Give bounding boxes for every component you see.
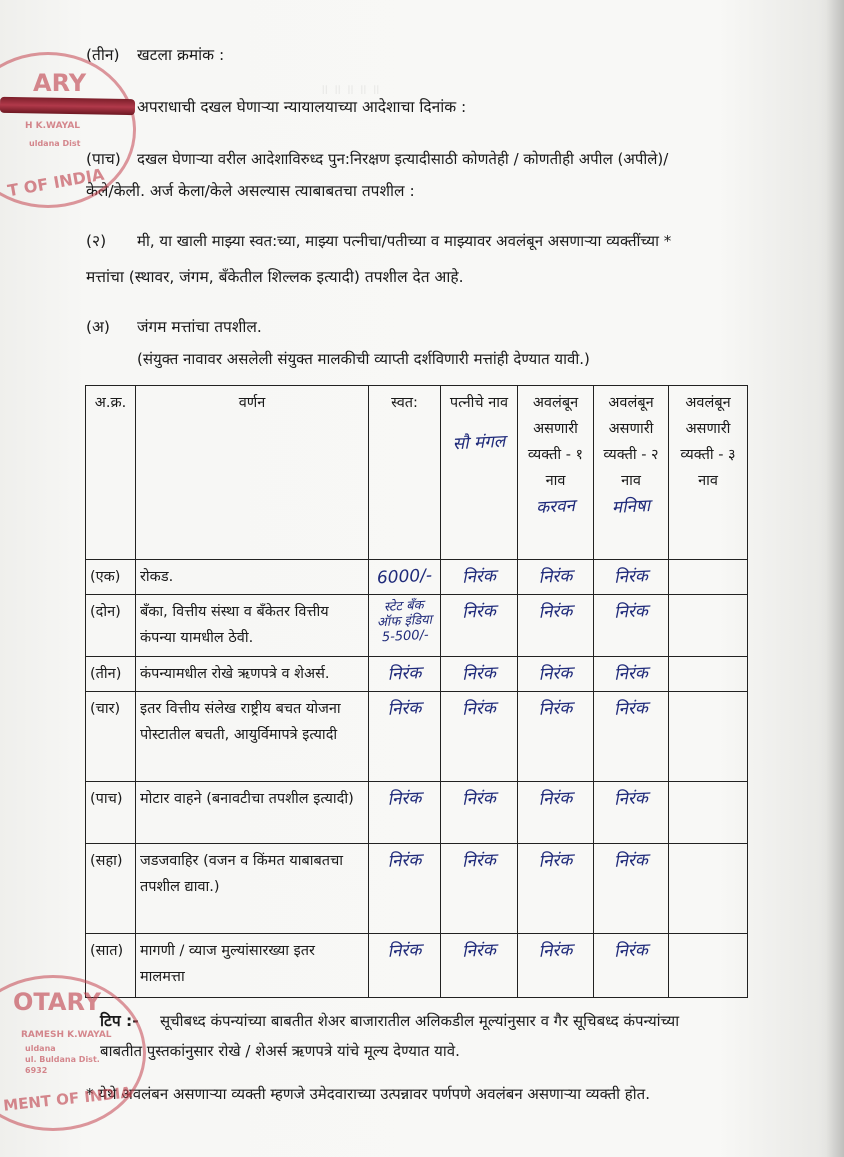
- row-2-dependent-2-value: निरंक: [613, 601, 649, 623]
- notary-stamp-bottom: [0, 975, 146, 1131]
- row-1-dependent-2-value: निरंक: [613, 566, 649, 588]
- row-2-spouse: [441, 595, 518, 657]
- stamp-top-place: uldana Dist: [29, 139, 81, 148]
- header-dependent-2: [594, 386, 669, 560]
- row-5-dependent-1: [518, 782, 594, 844]
- row-1-dependent-2: [594, 560, 669, 595]
- row-3-self-value: निरंक: [387, 663, 422, 685]
- footnote-line-1: सूचीबध्द कंपन्यांच्या बाबतीत शेअर बाजारातील अलिकडील मूल्यांनुसार व गैर सूचिबध्द कंपन्यांच्या: [160, 1012, 680, 1030]
- row-1-dependent-3: [669, 560, 748, 595]
- table-row: [86, 595, 748, 657]
- row-6-dependent-2: [594, 844, 669, 934]
- section-2-number: (२): [86, 232, 107, 250]
- header-spouse-label: पत्नीचे नाव: [449, 395, 509, 411]
- row-3-sr: (तीन): [86, 657, 136, 692]
- stamp-top-name: H K.WAYAL: [25, 121, 81, 131]
- header-dependent-1-label: अवलंबून असणारी व्यक्ती - १ नाव: [527, 395, 584, 489]
- row-5-self: [369, 782, 441, 844]
- row-2-sr: (दोन): [86, 595, 136, 657]
- table-row: [86, 934, 748, 998]
- row-1-spouse: [441, 560, 518, 595]
- row-6-self: [369, 844, 441, 934]
- row-2-dependent-2: [594, 595, 669, 657]
- row-7-self: [369, 934, 441, 998]
- row-5-dependent-3: [669, 782, 748, 844]
- row-1-self-value: 6000/-: [376, 565, 433, 589]
- row-4-dependent-2-value: निरंक: [613, 698, 649, 720]
- item-5-number: (पाच): [86, 150, 121, 168]
- item-5-line-1: दखल घेणाऱ्या वरील आदेशाविरुध्द पुन:निरक्षण इत्यादीसाठी कोणतेही / कोणतीही अपील (अपीले)/: [137, 150, 669, 168]
- row-7-self-value: निरंक: [387, 940, 422, 962]
- row-5-spouse-value: निरंक: [461, 788, 497, 810]
- stamp-bottom-name: RAMESH K.WAYAL: [21, 1030, 112, 1040]
- row-3-dependent-2: [594, 657, 669, 692]
- table-row: [86, 657, 748, 692]
- header-self: स्वत:: [369, 386, 441, 560]
- table-row: [86, 560, 748, 595]
- section-a-subtitle: (संयुक्त नावावर असलेली संयुक्त मालकीची व्याप्ती दर्शविणारी मत्तांही देण्यात यावी.): [137, 350, 590, 368]
- row-7-dependent-2-value: निरंक: [613, 940, 649, 962]
- row-5-description: मोटार वाहने (बनावटीचा तपशील इत्यादी): [136, 782, 369, 844]
- header-dependent-3: अवलंबून असणारी व्यक्ती - ३ नाव: [669, 386, 748, 560]
- row-4-dependent-1-value: निरंक: [538, 698, 573, 720]
- footnote-label: टिप :-: [100, 1012, 139, 1030]
- stamp-bottom-bottom: MENT OF INDIA: [2, 1083, 133, 1115]
- dependent-1-name-handwritten: करवन: [535, 495, 576, 519]
- table-row: [86, 692, 748, 782]
- row-1-dependent-1-value: निरंक: [538, 566, 573, 588]
- row-6-dependent-3: [669, 844, 748, 934]
- row-5-self-value: निरंक: [387, 788, 422, 810]
- row-5-dependent-1-value: निरंक: [538, 788, 573, 810]
- item-5-line-2: केले/केली. अर्ज केला/केले असल्यास त्याबाबतचा तपशील :: [86, 182, 415, 200]
- section-a-number: (अ): [86, 318, 110, 336]
- section-2-line-1: मी, या खाली माझ्या स्वत:च्या, माझ्या पत्नीचा/पतीच्या व माझ्यावर अवलंबून असणाऱ्या व्यक्तींच्या *: [137, 232, 672, 250]
- item-3-number: (तीन): [86, 46, 120, 64]
- spouse-name-handwritten: सौ मंगल: [452, 431, 506, 455]
- row-1-dependent-1: [518, 560, 594, 595]
- stamp-top-word: ARY: [33, 69, 87, 97]
- footnote-line-3: * येथे अवलंबन असणाऱ्या व्यक्ती म्हणजे उमेदवाराच्या उत्पन्नावर पर्णपणे अवलंबन असणाऱ्या व्यक्ती होत.: [86, 1085, 650, 1103]
- movable-assets-table: [85, 385, 748, 998]
- footnote-line-2: बाबतीत पुस्तकांनुसार रोखे / शेअर्स ऋणपत्रे यांचे मूल्य देण्यात यावे.: [100, 1042, 460, 1060]
- row-7-dependent-3: [669, 934, 748, 998]
- stamp-bottom-place: uldana: [25, 1044, 56, 1053]
- row-2-dependent-3: [669, 595, 748, 657]
- row-3-dependent-1-value: निरंक: [538, 663, 573, 685]
- stamp-bottom-code: 6932: [25, 1066, 48, 1075]
- row-4-dependent-1: [518, 692, 594, 782]
- row-4-self: [369, 692, 441, 782]
- row-6-self-value: निरंक: [387, 850, 422, 872]
- row-3-spouse-value: निरंक: [461, 663, 497, 685]
- row-3-self: [369, 657, 441, 692]
- row-3-dependent-3: [669, 657, 748, 692]
- row-4-spouse: [441, 692, 518, 782]
- row-2-spouse-value: निरंक: [461, 601, 497, 623]
- red-tape-strip: [0, 97, 135, 115]
- row-5-sr: (पाच): [86, 782, 136, 844]
- row-2-description: बँका, वित्तीय संस्था व बँकेतर वित्तीय कंपन्या यामधील ठेवी.: [136, 595, 369, 657]
- row-2-self-value: स्टेट बँक ऑफ इंडिया 5-500/-: [376, 597, 433, 646]
- header-dependent-2-label: अवलंबून असणारी व्यक्ती - २ नाव: [603, 395, 659, 489]
- row-7-spouse-value: निरंक: [461, 940, 497, 962]
- row-3-dependent-1: [518, 657, 594, 692]
- row-2-dependent-1-value: निरंक: [538, 601, 573, 623]
- row-2-dependent-1: [518, 595, 594, 657]
- row-4-dependent-3: [669, 692, 748, 782]
- table-row: [86, 782, 748, 844]
- header-sr: अ.क्र.: [86, 386, 136, 560]
- row-1-self: [369, 560, 441, 595]
- row-7-spouse: [441, 934, 518, 998]
- row-7-dependent-1: [518, 934, 594, 998]
- row-6-dependent-1-value: निरंक: [538, 850, 573, 872]
- row-1-sr: (एक): [86, 560, 136, 595]
- row-3-dependent-2-value: निरंक: [613, 663, 649, 685]
- table-header-row: [86, 386, 748, 560]
- row-7-dependent-2: [594, 934, 669, 998]
- header-spouse: [441, 386, 518, 560]
- row-7-sr: (सात): [86, 934, 136, 998]
- section-a-title: जंगम मत्तांचा तपशील.: [137, 318, 262, 336]
- item-4-text: अपराधाची दखल घेणाऱ्या न्यायालयाच्या आदेशाचा दिनांक :: [137, 98, 467, 116]
- row-6-description: जडजवाहिर (वजन व किंमत याबाबतचा तपशील द्यावा.): [136, 844, 369, 934]
- row-3-description: कंपन्यामधील रोखे ऋणपत्रे व शेअर्स.: [136, 657, 369, 692]
- row-7-dependent-1-value: निरंक: [538, 940, 573, 962]
- row-6-dependent-1: [518, 844, 594, 934]
- row-5-spouse: [441, 782, 518, 844]
- row-4-spouse-value: निरंक: [461, 698, 497, 720]
- table-row: [86, 844, 748, 934]
- stamp-top-bottom: T OF INDIA: [6, 164, 106, 201]
- bleed-through-text: ॥ ॥ ॥ ॥ ॥: [320, 82, 380, 98]
- section-2-line-2: मत्तांचा (स्थावर, जंगम, बँकेतील शिल्लक इत्यादी) तपशील देत आहे.: [86, 268, 464, 286]
- header-description: वर्णन: [136, 386, 369, 560]
- row-4-description: इतर वित्तीय संलेख राष्ट्रीय बचत योजना पोस्टातील बचती, आयुर्विमापत्रे इत्यादी: [136, 692, 369, 782]
- row-5-dependent-2-value: निरंक: [613, 788, 649, 810]
- row-4-sr: (चार): [86, 692, 136, 782]
- row-2-self: [369, 595, 441, 657]
- row-4-self-value: निरंक: [387, 698, 422, 720]
- row-3-spouse: [441, 657, 518, 692]
- row-1-spouse-value: निरंक: [461, 566, 497, 588]
- row-6-sr: (सहा): [86, 844, 136, 934]
- row-7-description: मागणी / व्याज मुल्यांसारख्या इतर मालमत्ता: [136, 934, 369, 998]
- row-1-description: रोकड.: [136, 560, 369, 595]
- stamp-bottom-word: OTARY: [13, 988, 102, 1016]
- stamp-bottom-dist: ul. Buldana Dist.: [25, 1055, 100, 1064]
- row-6-spouse-value: निरंक: [461, 850, 497, 872]
- item-3-text: खटला क्रमांक :: [137, 46, 225, 64]
- row-4-dependent-2: [594, 692, 669, 782]
- row-5-dependent-2: [594, 782, 669, 844]
- row-6-spouse: [441, 844, 518, 934]
- row-6-dependent-2-value: निरंक: [613, 850, 649, 872]
- header-dependent-1: [518, 386, 594, 560]
- dependent-2-name-handwritten: मनिषा: [611, 496, 651, 518]
- page-edge-shadow: [826, 0, 844, 1157]
